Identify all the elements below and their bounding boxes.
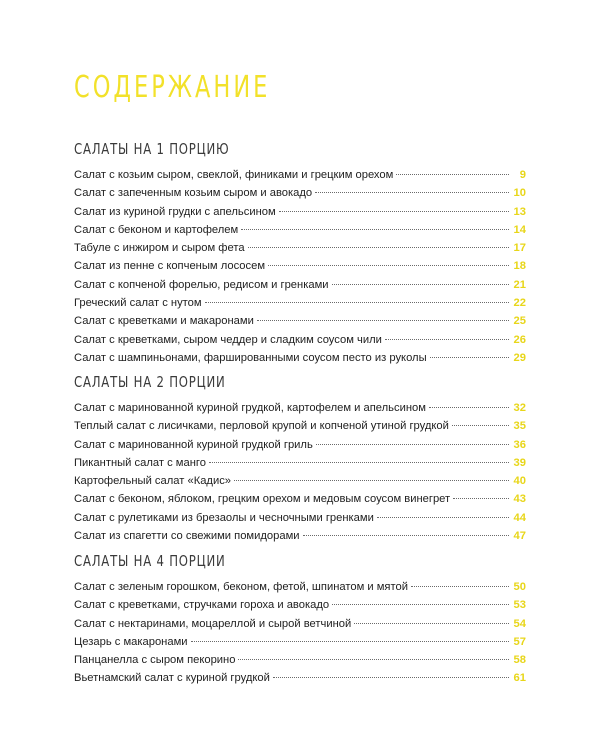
dot-leader [396, 173, 509, 175]
dot-leader [354, 622, 509, 624]
toc-entry[interactable] [74, 527, 526, 545]
entry-title: Салат из пенне с копченым лососем [74, 260, 266, 273]
entry-title: Салат из куриной грудки с апельсином [74, 205, 276, 218]
entry-title: Салат с шампиньонами, фаршированными соусом песто из руколы [74, 351, 427, 364]
page-number: 40 [513, 475, 526, 488]
section-1-portion [74, 136, 526, 367]
entry-title: Салат с копченой форелью, редисом и гренками [74, 278, 329, 291]
entry-title: Цезарь с макаронами [74, 635, 188, 648]
section-heading: САЛАТЫ НА 1 ПОРЦИЮ [74, 140, 230, 158]
page-number: 26 [513, 333, 526, 346]
page-number: 18 [513, 260, 526, 273]
page-number: 10 [513, 187, 526, 200]
dot-leader [191, 640, 509, 642]
dot-leader [430, 356, 509, 358]
page-number: 32 [513, 402, 526, 414]
toc-entry[interactable] [74, 349, 526, 367]
toc-entry[interactable] [74, 184, 526, 202]
toc-entry[interactable] [74, 417, 526, 435]
toc-entry[interactable] [74, 651, 526, 669]
entry-title: Картофельный салат «Кадис» [74, 475, 232, 488]
page-number: 22 [513, 297, 526, 310]
toc-entry[interactable] [74, 221, 526, 239]
toc-entry[interactable] [74, 633, 526, 651]
toc-entry[interactable] [74, 294, 526, 312]
entry-title: Салат с запеченным козьим сыром и авокадо [74, 187, 313, 200]
dot-leader [238, 658, 509, 660]
dot-leader [332, 283, 509, 285]
entry-title: Салат с беконом, яблоком, грецким орехом и медовым соусом винегрет [74, 493, 451, 506]
entry-title: Вьетнамский салат с куриной грудкой [74, 672, 270, 685]
entry-title: Салат с рулетиками из брезаолы и чесночными гренками [74, 511, 374, 524]
entry-list [74, 578, 526, 688]
dot-leader [385, 338, 509, 340]
page-number: 50 [513, 581, 526, 593]
dot-leader [411, 585, 509, 587]
entry-title: Табуле с инжиром и сыром фета [74, 242, 245, 255]
dot-leader [453, 497, 509, 499]
dot-leader [316, 443, 509, 445]
page-number: 9 [519, 169, 526, 181]
dot-leader [332, 603, 509, 605]
entry-list [74, 399, 526, 545]
page-number: 58 [513, 654, 526, 667]
page-number: 29 [513, 351, 526, 364]
entry-title: Панцанелла с сыром пекорино [74, 654, 236, 667]
dot-leader [452, 424, 509, 426]
dot-leader [268, 264, 509, 266]
dot-leader [248, 246, 509, 248]
toc-entry[interactable] [74, 454, 526, 472]
toc-entry[interactable] [74, 239, 526, 257]
table-of-contents [74, 64, 526, 685]
dot-leader [315, 191, 509, 193]
page-number: 17 [513, 242, 526, 255]
page-number: 36 [513, 438, 526, 451]
page-number: 44 [513, 511, 526, 524]
entry-title: Пикантный салат с манго [74, 456, 206, 469]
page-number: 43 [513, 493, 526, 506]
entry-title: Салат с креветками и макаронами [74, 315, 254, 328]
page-number: 47 [513, 530, 526, 543]
page-number: 25 [513, 315, 526, 328]
entry-title: Теплый салат с лисичками, перловой крупой и копченой утиной грудкой [74, 420, 449, 433]
entry-title: Греческий салат с нутом [74, 297, 202, 310]
toc-entry[interactable] [74, 166, 526, 184]
entry-list [74, 166, 526, 367]
entry-title: Салат с маринованной куриной грудкой гриль [74, 438, 313, 451]
dot-leader [257, 319, 509, 321]
entry-title: Салат с креветками, стручками гороха и авокадо [74, 599, 330, 612]
dot-leader [241, 228, 509, 230]
section-heading: САЛАТЫ НА 4 ПОРЦИИ [74, 552, 226, 570]
dot-leader [303, 534, 509, 536]
page-number: 54 [513, 617, 526, 630]
toc-entry[interactable] [74, 472, 526, 490]
page-number: 35 [513, 420, 526, 433]
page-title: СОДЕРЖАНИЕ [74, 70, 271, 105]
entry-title: Салат из спагетти со свежими помидорами [74, 530, 300, 543]
toc-entry[interactable] [74, 578, 526, 596]
dot-leader [273, 676, 509, 678]
toc-entry[interactable] [74, 399, 526, 417]
section-4-portions [74, 548, 526, 688]
toc-entry[interactable] [74, 257, 526, 275]
dot-leader [234, 479, 509, 481]
page-number: 53 [513, 599, 526, 612]
toc-entry[interactable] [74, 509, 526, 527]
dot-leader [377, 516, 509, 518]
page-number: 61 [513, 672, 526, 685]
page-number: 57 [513, 635, 526, 648]
toc-entry[interactable] [74, 331, 526, 349]
entry-title: Салат с козьим сыром, свеклой, финиками и грецким орехом [74, 169, 394, 181]
section-2-portions [74, 369, 526, 545]
entry-title: Салат с креветками, сыром чеддер и сладким соусом чили [74, 333, 382, 346]
toc-entry[interactable] [74, 203, 526, 221]
page-number: 14 [513, 223, 526, 236]
toc-entry[interactable] [74, 596, 526, 614]
dot-leader [279, 210, 509, 212]
entry-title: Салат с зеленым горошком, беконом, фетой, шпинатом и мятой [74, 581, 408, 593]
toc-entry[interactable] [74, 276, 526, 294]
page-number: 13 [513, 205, 526, 218]
toc-entry[interactable] [74, 615, 526, 633]
toc-entry[interactable] [74, 312, 526, 330]
dot-leader [209, 461, 509, 463]
toc-entry[interactable] [74, 669, 526, 687]
entry-title: Салат с маринованной куриной грудкой, картофелем и апельсином [74, 402, 426, 414]
section-heading: САЛАТЫ НА 2 ПОРЦИИ [74, 373, 226, 391]
toc-entry[interactable] [74, 490, 526, 508]
page-number: 39 [513, 456, 526, 469]
toc-entry[interactable] [74, 436, 526, 454]
dot-leader [205, 301, 509, 303]
entry-title: Салат с беконом и картофелем [74, 223, 239, 236]
entry-title: Салат с нектаринами, моцареллой и сырой ветчиной [74, 617, 352, 630]
dot-leader [429, 406, 509, 408]
page-number: 21 [513, 278, 526, 291]
